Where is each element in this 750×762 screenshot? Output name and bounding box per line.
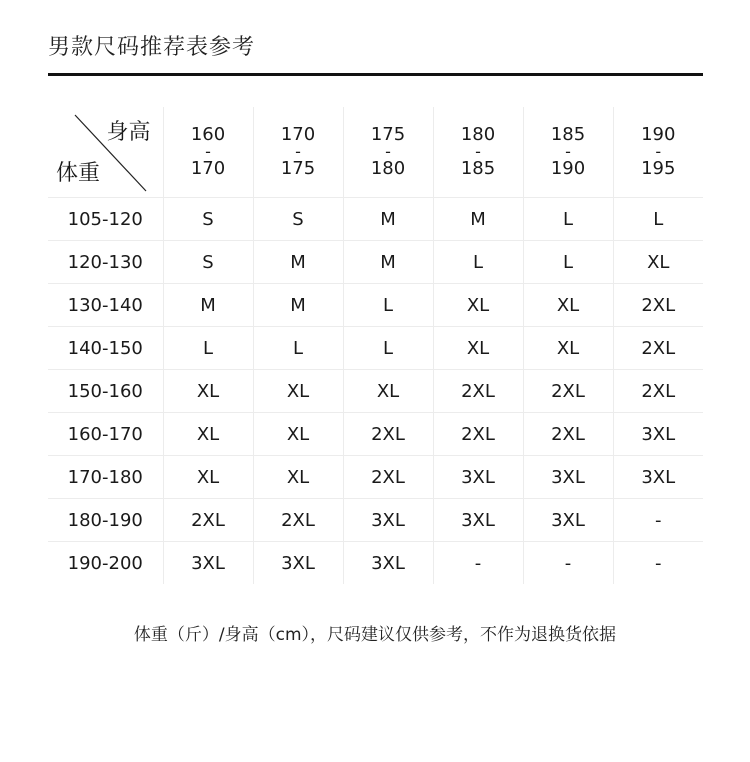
table-row (48, 370, 703, 413)
size-cell: M (163, 284, 253, 327)
table-row (48, 327, 703, 370)
size-cell: 3XL (433, 499, 523, 542)
height-axis-label: 身高 (106, 120, 151, 145)
weight-range-cell: 150-160 (48, 370, 163, 413)
size-cell: 2XL (163, 499, 253, 542)
size-cell: L (163, 327, 253, 370)
size-cell: 2XL (253, 499, 343, 542)
size-cell: XL (613, 241, 703, 284)
size-cell: XL (523, 284, 613, 327)
size-cell: 2XL (523, 413, 613, 456)
size-cell: XL (253, 370, 343, 413)
height-range-header: 190 - 195 (613, 107, 703, 198)
size-cell: M (433, 198, 523, 241)
title-divider (48, 73, 703, 76)
size-cell: - (433, 542, 523, 585)
size-cell: XL (253, 413, 343, 456)
corner-cell (48, 107, 163, 198)
size-cell: M (253, 241, 343, 284)
size-cell: XL (253, 456, 343, 499)
size-cell: 3XL (613, 413, 703, 456)
size-cell: 2XL (433, 370, 523, 413)
size-cell: L (613, 198, 703, 241)
size-cell: S (163, 198, 253, 241)
size-cell: M (343, 198, 433, 241)
weight-range-cell: 190-200 (48, 542, 163, 585)
size-cell: L (253, 327, 343, 370)
size-cell: 3XL (523, 499, 613, 542)
height-range-header: 160 - 170 (163, 107, 253, 198)
size-cell: 2XL (343, 456, 433, 499)
size-cell: 3XL (343, 499, 433, 542)
size-cell: 3XL (163, 542, 253, 585)
size-cell: 2XL (613, 327, 703, 370)
size-cell: L (523, 198, 613, 241)
size-cell: 3XL (253, 542, 343, 585)
size-cell: 3XL (613, 456, 703, 499)
size-cell: L (523, 241, 613, 284)
size-cell: L (343, 327, 433, 370)
size-cell: M (343, 241, 433, 284)
size-cell: XL (163, 456, 253, 499)
height-range-header: 175 - 180 (343, 107, 433, 198)
size-cell: - (613, 499, 703, 542)
size-cell: 3XL (523, 456, 613, 499)
size-chart-table (48, 107, 703, 584)
table-row (48, 542, 703, 585)
height-range-header: 170 - 175 (253, 107, 343, 198)
weight-range-cell: 105-120 (48, 198, 163, 241)
weight-range-cell: 130-140 (48, 284, 163, 327)
table-row (48, 241, 703, 284)
size-cell: XL (433, 284, 523, 327)
size-cell: XL (433, 327, 523, 370)
table-row (48, 284, 703, 327)
size-cell: 3XL (433, 456, 523, 499)
height-range-header: 180 - 185 (433, 107, 523, 198)
header-row (48, 107, 703, 198)
disclaimer-note: 体重（斤）/身高（cm），尺码建议仅供参考，不作为退换货依据 (133, 625, 617, 645)
size-cell: - (523, 542, 613, 585)
weight-range-cell: 160-170 (48, 413, 163, 456)
size-cell: 2XL (433, 413, 523, 456)
table-row (48, 198, 703, 241)
table-row (48, 499, 703, 542)
size-cell: 2XL (343, 413, 433, 456)
size-cell: XL (163, 413, 253, 456)
size-cell: 2XL (613, 284, 703, 327)
weight-range-cell: 180-190 (48, 499, 163, 542)
weight-range-cell: 120-130 (48, 241, 163, 284)
table-row (48, 413, 703, 456)
height-range-header: 185 - 190 (523, 107, 613, 198)
size-cell: L (343, 284, 433, 327)
weight-axis-label: 体重 (56, 161, 101, 186)
page-title: 男款尺码推荐表参考 (48, 35, 256, 60)
size-cell: XL (343, 370, 433, 413)
size-cell: S (163, 241, 253, 284)
size-cell: M (253, 284, 343, 327)
size-cell: L (433, 241, 523, 284)
size-cell: XL (163, 370, 253, 413)
weight-range-cell: 140-150 (48, 327, 163, 370)
size-cell: - (655, 552, 662, 574)
weight-range-cell: 170-180 (48, 456, 163, 499)
size-cell: 3XL (343, 542, 433, 585)
size-cell: S (253, 198, 343, 241)
size-cell: 2XL (613, 370, 703, 413)
size-cell: 2XL (523, 370, 613, 413)
table-row (48, 456, 703, 499)
size-cell: XL (523, 327, 613, 370)
